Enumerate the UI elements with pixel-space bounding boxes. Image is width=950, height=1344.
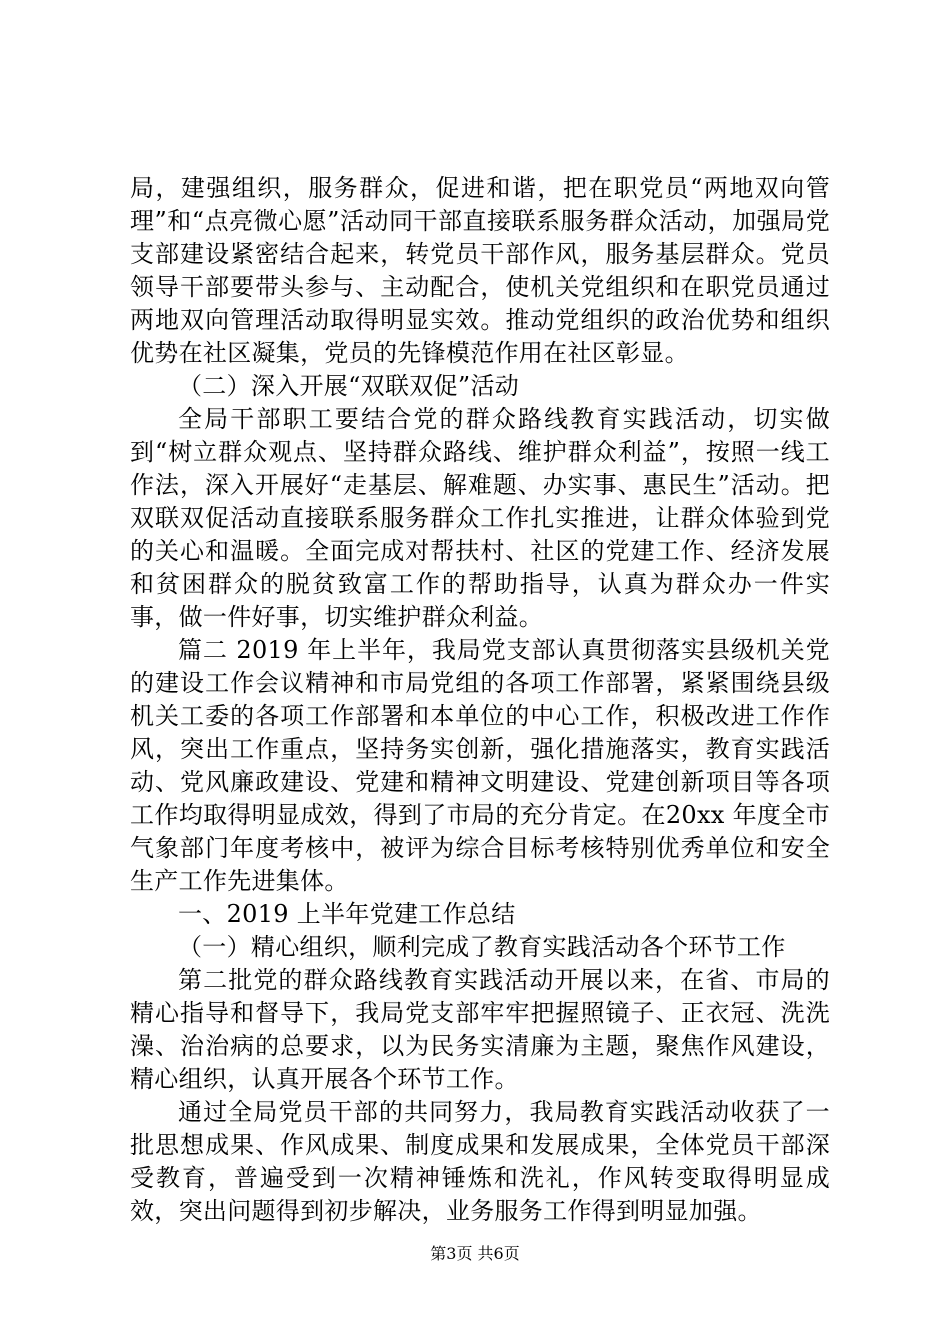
paragraph-part-two-intro: 篇二 2019 年上半年，我局党支部认真贯彻落实县级机关党的建设工作会议精神和市局党组的各项工作部署，紧紧围绕县级机关工委的各项工作部署和本单位的中心工作，积极改进工作作风，突出工作重点，坚持务实创新，强化措施落实，教育实践活动、党风廉政建设、党建和精神文明建设、党建创新项目等各项工作均取得明显成效，得到了市局的充分肯定。在20xx 年度全市气象部门年度考核中，被评为综合目标考核特别优秀单位和安全生产工作先进集体。 [130, 636, 830, 895]
document-body [130, 172, 830, 1228]
paragraph-practice-activity: 第二批党的群众路线教育实践活动开展以来，在省、市局的精心指导和督导下，我局党支部牢牢把握照镜子、正衣冠、洗洗澡、治治病的总要求，以为民务实清廉为主题，聚焦作风建设，精心组织，认真开展各个环节工作。 [130, 966, 830, 1093]
section-heading-summary: 一、2019 上半年党建工作总结 [178, 900, 516, 928]
paragraph-achievements: 通过全局党员干部的共同努力，我局教育实践活动收获了一批思想成果、作风成果、制度成果和发展成果，全体党员干部深受教育，普遍受到一次精神锤炼和洗礼，作风转变取得明显成效，突出问题得到初步解决，业务服务工作得到明显加强。 [130, 1098, 830, 1225]
paragraph-continuation: 局，建强组织，服务群众，促进和谐，把在职党员“两地双向管理”和“点亮微心愿”活动同干部直接联系服务群众活动，加强局党支部建设紧密结合起来，转党员干部作风，服务基层群众。党员领导干部要带头参与、主动配合，使机关党组织和在职党员通过两地双向管理活动取得明显实效。推动党组织的政治优势和组织优势在社区凝集，党员的先锋模范作用在社区彰显。 [130, 174, 830, 367]
section-heading-shuanglian: （二）深入开展“双联双促”活动 [178, 372, 520, 400]
subsection-heading-organize: （一）精心组织，顺利完成了教育实践活动各个环节工作 [178, 933, 786, 961]
paragraph-shuanglian-body: 全局干部职工要结合党的群众路线教育实践活动，切实做到“树立群众观点、坚持群众路线、维护群众利益”，按照一线工作法，深入开展好“走基层、解难题、办实事、惠民生”活动。把双联双促活动直接联系服务群众工作扎实推进，让群众体验到党的关心和温暖。全面完成对帮扶村、社区的党建工作、经济发展和贫困群众的脱贫致富工作的帮助指导，认真为群众办一件实事，做一件好事，切实维护群众利益。 [130, 405, 830, 631]
page-number-footer: 第3页 共6页 [430, 1244, 520, 1263]
